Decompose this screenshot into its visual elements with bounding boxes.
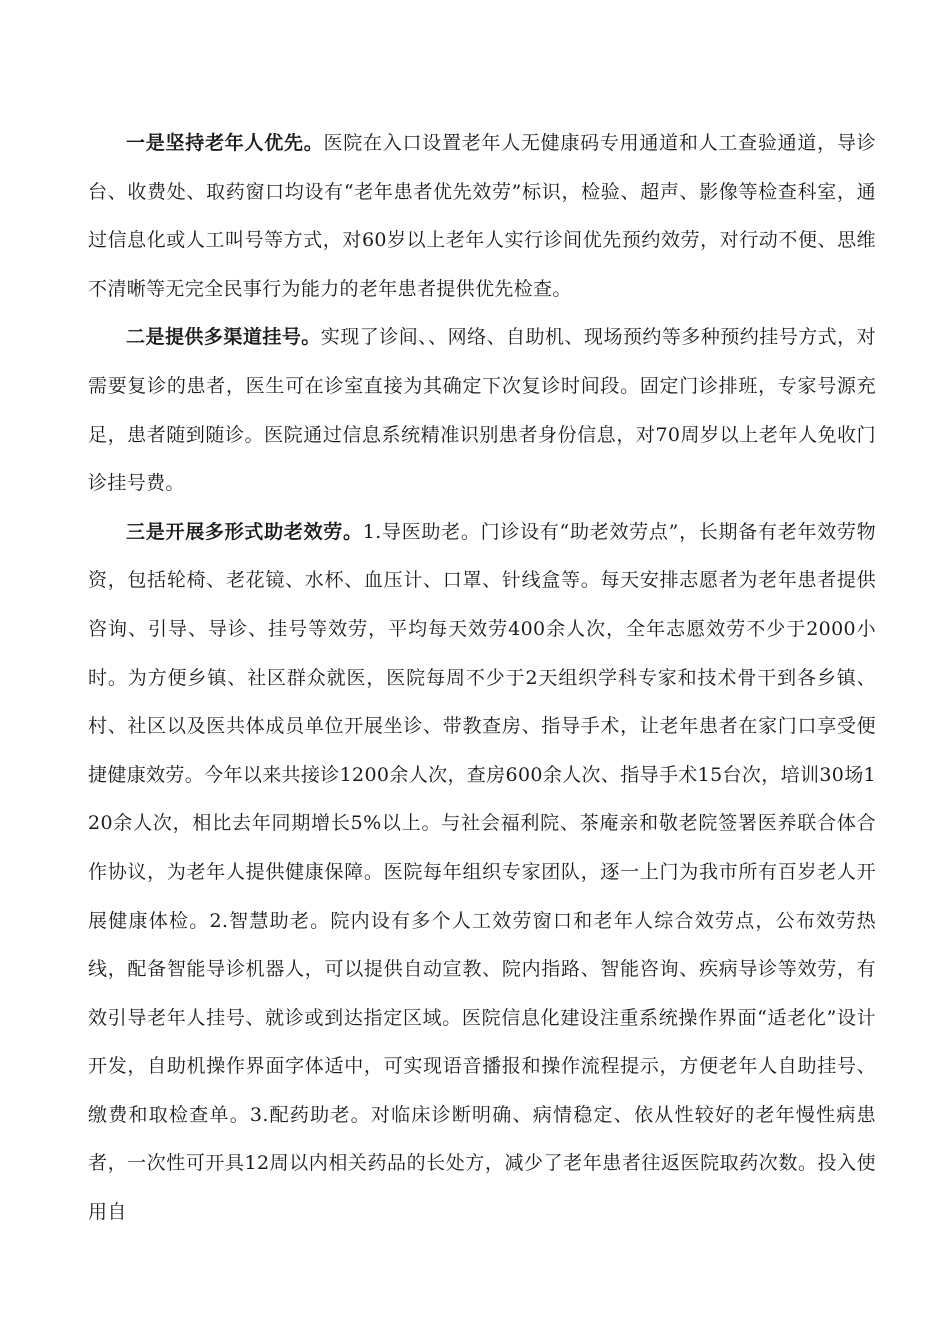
paragraph-lead: 一是坚持老年人优先。 [126, 132, 324, 154]
document-body [88, 119, 876, 1237]
paragraph-text: 实现了诊间、、网络、自助机、现场预约等多种预约挂号方式，对需要复诊的患者，医生可在诊室直接为其确定下次复诊时间段。固定门诊排班，专家号源充足，患者随到随诊。医院通过信息系统精准识别患者身份信息，对70周岁以上老年人免收门诊挂号费。 [88, 326, 876, 495]
paragraph-registration-channels [88, 313, 876, 507]
paragraph-text: 医院在入口设置老年人无健康码专用通道和人工查验通道，导诊台、收费处、取药窗口均设有“老年患者优先效劳”标识，检验、超声、影像等检查科室，通过信息化或人工叫号等方式，对60岁以上老年人实行诊间优先预约效劳，对行动不便、思维不清晰等无完全民事行为能力的老年患者提供优先检查。 [88, 132, 876, 300]
paragraph-text: 1.导医助老。门诊设有“助老效劳点”，长期备有老年效劳物资，包括轮椅、老花镜、水杯、血压计、口罩、针线盒等。每天安排志愿者为老年患者提供咨询、引导、导诊、挂号等效劳，平均每天效劳400余人次，全年志愿效劳不少于2000小时。为方便乡镇、社区群众就医，医院每周不少于2天组织学科专家和技术骨干到各乡镇、村、社区以及医共体成员单位开展坐诊、带教查房、指导手术，让老年患者在家门口享受便捷健康效劳。今年以来共接诊1200余人次，查房600余人次、指导手术15台次，培训30场120余人次，相比去年同期增长5%以上。与社会福利院、茶庵亲和敬老院签署医养联合体合作协议，为老年人提供健康保障。医院每年组织专家团队，逐一上门为我市所有百岁老人开展健康体检。2.智慧助老。院内设有多个人工效劳窗口和老年人综合效劳点，公布效劳热线，配备智能导诊机器人，可以提供自动宣教、院内指路、智能咨询、疾病导诊等效劳，有效引导老年人挂号、就诊或到达指定区域。医院信息化建设注重系统操作界面“适老化”设计开发，自助机操作界面字体适中，可实现语音播报和操作流程提示，方便老年人自助挂号、缴费和取检查单。3.配药助老。对临床诊断明确、病情稳定、依从性较好的老年慢性病患者，一次性可开具12周以内相关药品的长处方，减少了老年患者往返医院取药次数。投入使用自 [88, 520, 876, 1224]
paragraph-lead: 二是提供多渠道挂号。 [126, 326, 321, 349]
paragraph-lead: 三是开展多形式助老效劳。 [126, 520, 363, 543]
paragraph-elderly-services [88, 508, 876, 1237]
paragraph-elderly-priority [88, 119, 876, 313]
